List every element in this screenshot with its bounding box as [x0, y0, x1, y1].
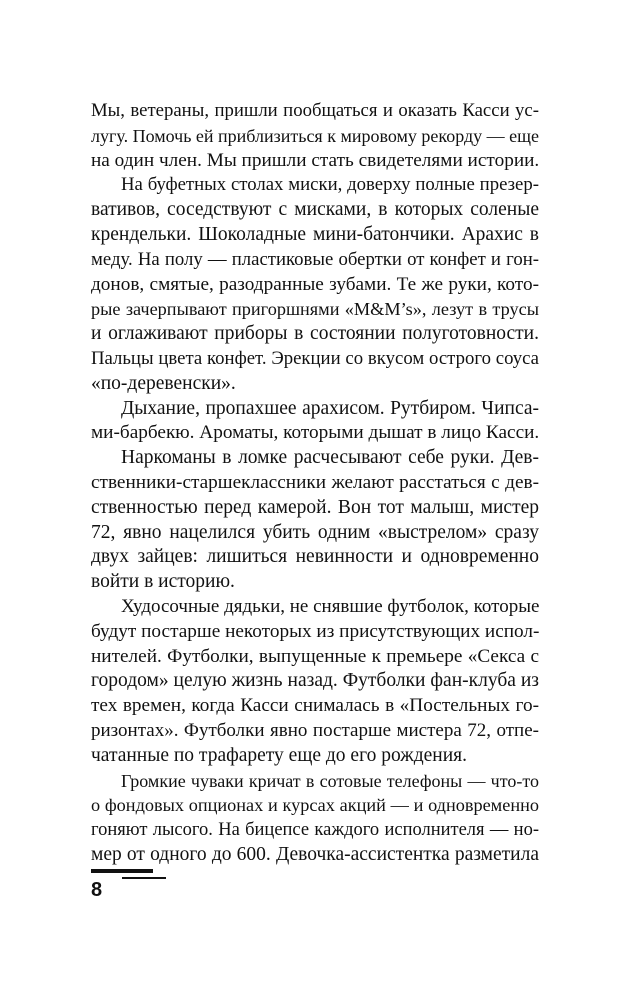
- footer-rule-thin: [122, 877, 166, 879]
- footer-rule-thick: [91, 869, 153, 873]
- text-line: Худосочные дядьки, не снявшие футболок, которые: [121, 595, 540, 617]
- text-line: ственностью перед камерой. Вон тот малыш, мистер: [91, 496, 539, 518]
- text-line: рые зачерпывают пригоршнями «M&M’s», лезут в трусы: [91, 299, 539, 320]
- text-line: меду. На полу — пластиковые обертки от конфет и гон-: [91, 248, 539, 270]
- text-line: ризонтах». Футболки явно постарше мистера 72, отпе-: [91, 719, 539, 741]
- text-line: Громкие чуваки кричат в сотовые телефоны — что-то: [121, 770, 539, 791]
- text-line: городом» целую жизнь назад. Футболки фан-клуба из: [91, 670, 539, 692]
- text-line: двух зайцев: лишиться невинности и одновременно: [91, 546, 539, 568]
- text-line: чатанные по трафарету еще до его рождения.: [91, 744, 468, 766]
- text-line: Мы, ветераны, пришли пообщаться и оказать Касси ус-: [91, 100, 539, 121]
- text-line: тех времен, когда Касси снималась в «Постельных го-: [91, 695, 539, 717]
- text-line: мер от одного до 600. Девочка-ассистентка разметила: [91, 843, 539, 865]
- text-line: вативов, соседствуют с мисками, в которых соленые: [91, 199, 539, 221]
- text-line: ми-барбекю. Ароматы, которыми дышат в лицо Касси.: [91, 422, 540, 444]
- text-line: Дыхание, пропахшее арахисом. Рутбиром. Чипса-: [121, 397, 539, 419]
- text-line: донов, смятые, разодранные зубами. Те же руки, кото-: [91, 273, 539, 295]
- text-line: о фондовых опционах и курсах акций — и одновременно: [91, 795, 539, 816]
- text-line: войти в историю.: [91, 571, 235, 593]
- page-number: 8: [91, 879, 103, 901]
- text-line: ственники-старшеклассники желают расстаться с дев-: [91, 471, 539, 493]
- text-line: будут постарше некоторых из присутствующих испол-: [91, 620, 540, 642]
- body-text: [91, 99, 539, 868]
- text-line: крендельки. Шоколадные мини-батончики. Арахис в: [91, 223, 539, 245]
- text-line: «по-деревенски».: [91, 372, 236, 394]
- text-line: лугу. Помочь ей приблизиться к мировому рекорду — еще: [91, 125, 539, 146]
- text-line: гоняют лысого. На бицепсе каждого исполнителя — но-: [91, 820, 539, 841]
- text-line: 72, явно нацелился убить одним «выстрелом» сразу: [91, 521, 539, 543]
- text-line: и оглаживают приборы в состоянии полуготовности.: [91, 323, 539, 345]
- text-line: Пальцы цвета конфет. Эрекции со вкусом острого соуса: [91, 347, 539, 369]
- text-line: нителей. Футболки, выпущенные к премьере «Секса с: [91, 645, 539, 667]
- text-line: на один член. Мы пришли стать свидетелями истории.: [91, 149, 540, 171]
- text-line: Наркоманы в ломке расчесывают себе руки. Дев-: [121, 447, 539, 469]
- text-line: На буфетных столах миски, доверху полные презер-: [121, 174, 539, 196]
